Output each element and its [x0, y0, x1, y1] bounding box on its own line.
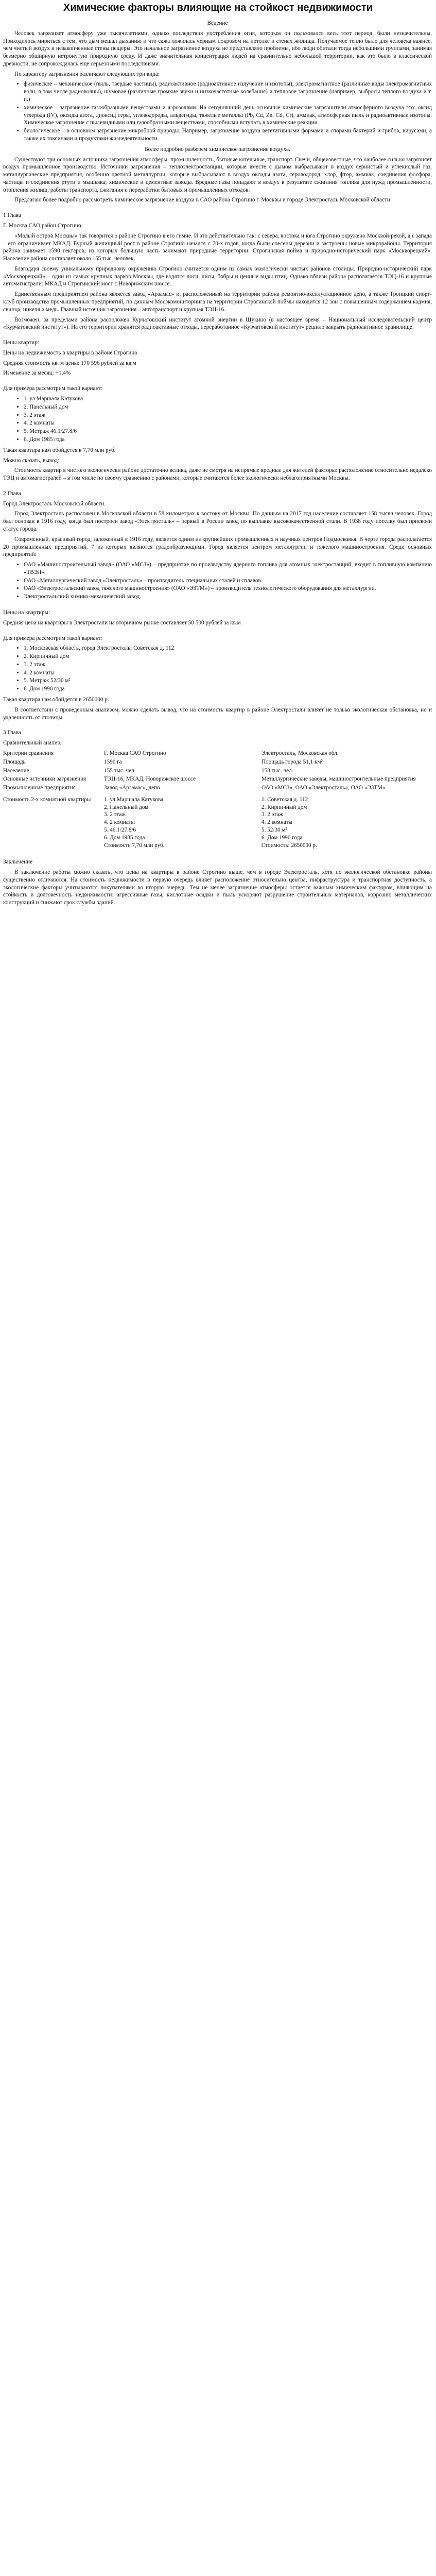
- chapter-1-conclusion: Стоимость квартир в чистого экологически районе достаточно велика, даже не смотря на непрямые вредные для жителей факторы: расположение относительно недалеко ТЭЦ и автомагистралей – в том числе по своему сравнению с районами, которые считаются более экологически неблагоприятными Москвы.: [3, 467, 432, 482]
- chapter-1-subheading: Г. Москва САО район Строгино.: [3, 222, 83, 229]
- prices-heading: Цены квартир:: [3, 340, 39, 346]
- list-item: 2. Панельный дом: [104, 804, 149, 810]
- list-item: • 2. Панельный дом: [24, 403, 432, 411]
- sources-paragraph: Предлагаю более подробно рассмотреть химическое загрязнение воздуха в САО района Строгино г. Москвы и городе Электросталь Московской области: [14, 197, 390, 204]
- example-total: Такая квартира нам обойдется в 7,70 млн руб.: [3, 447, 116, 453]
- list-item: 6. Дом 1985 года: [104, 834, 145, 841]
- chapter-1-paragraph: Возможен, за пределами района расположен Курчатовский институт атомной энергии в Щукино (в настоящее время – Национальный исследовательский центр «Курчатовский институт»). На его территории хранятся радиоактивные отходы, переработанное «Курчатовский институт» решило закрыть радиоактивное хранилище.: [3, 316, 432, 331]
- list-item: • 5. Метраж 46.1/27.8/6: [24, 428, 432, 435]
- list-item: • 5. Метраж 52/30 м²: [24, 677, 432, 685]
- list-item: • 6. Дом 1985 года: [24, 436, 432, 444]
- list-item: • 4. 2 комнаты: [24, 669, 432, 677]
- list-item: 1. ул Маршала Катукова: [104, 796, 164, 803]
- list-item: • химическое – загрязнение газообразными веществами и аэрозолями. На сегодняшний день основные химические загрязнители атмосферного воздуха это: оксид углерода (IV), оксиды азота, диоксид серы, углеводороды, альдегиды, тяжелые металлы (Pb, Cu, Zn, Cd, Cr), аммиак, атмосферная пыль и радиоактивные изотопы. Химическое загрязнение с пылевидными или газообразными веществами, способными вступать в химические реакции: [24, 104, 432, 127]
- table-cell: Площадь города 51,1 км²: [261, 758, 323, 765]
- list-item: • ОАО «Машиностроительный завод» (ОАО «МСЗ») – предприятие по производству ядерного топлива для атомных электростанций, входит в топливную компанию «ТВЭЛ».: [24, 561, 432, 577]
- chapter-2-paragraph: Современный, красивый город, заложенный в 1916 году, является одним из крупнейших промышленных и научных центров Подмосковья. В черте города располагается 20 промышленных предприятий, 7 из которых являются градообразующими. Город является центром металлургии и тяжелого машиностроения. Среди основных предприятий:: [3, 536, 432, 558]
- list-item: 4. 2 комнаты: [261, 819, 292, 826]
- list-item: • 1. Московская область, город Электросталь; Советская д. 112: [24, 645, 432, 652]
- table-cell: [261, 796, 320, 850]
- table-cell: 1590 га: [104, 758, 122, 765]
- table-cell: Металлургические заводы, машиностроительные предприятия: [261, 776, 416, 783]
- chapter-1-paragraph: Единственным предприятием района является завод «Арзамас» и, расположенный на территории района ремонтно-эксплуатационное депо, а также Троицкий спорт-клуб производства промышленных предприятий, по данным Мосэкомониторинга на территории Строгинской поймы находится 12 зон с повышенным содержанием кадмия, свинца, никеля и медь. Главный источник загрязнения – автотранспорт и крупная ТЭЦ-16.: [3, 291, 432, 313]
- chapter-2-subheading: Город Электросталь Московской области.: [3, 500, 106, 507]
- chapter-1-paragraph: Благодаря своему уникальному природному окружению Строгино считается одним из самых экологически чистых районов столицы. Природно-исторический парк «Москворецкий» – один из самых крупных парков Москвы, где водятся лоси, лисы, бобры и ценные виды птиц. Однако вблизи района располагается ТЭЦ-16 и крупные автомагистрали: МКАД и Строгинский мост с Новорижским шоссе.: [3, 265, 432, 287]
- prices-change: Изменение за месяц: +1,4%: [3, 370, 71, 377]
- list-item: • 4. 2 комнаты: [24, 419, 432, 427]
- example-total: Такая квартира нам обойдется в 2650000 р.: [3, 697, 109, 703]
- intro-paragraph: Человек загрязняет атмосферу уже тысячелетиями, однако последствия употребления огня, которым он пользовался весь этот период, были незначительны. Приходилось мириться с тем, что дым мешал дыханию и что сажа ложилась черным покровом на потолке и стенах жилища. Получаемое тепло было для человека важнее, чем чистый воздух и незакопченные стены пещеры. Это начальное загрязнение воздуха не представляло проблемы, ибо люди обитали тогда небольшими группами, занимая безмерно обширную нетронутую природную среду. И даже значительная концентрация людей на сравнительно небольшой территории, как это было в классической древности, не сопровождалась еще серьезными последствиями.: [3, 30, 432, 67]
- chapter-2-heading: 2 Глава: [3, 490, 21, 497]
- sources-paragraph: Существуют три основных источника загрязнения атмосферы: промышленность, бытовые котельные, транспорт. Свечи, общеизвестные, что наиболее сильно загрязняет воздух промышленное производство. Источники загрязнения – теплоэлектростанции, которые вместе с дымом выбрасывают в воздух сернистый и углекислый газ; металлургические предприятия, особенно цветной металлургии, которые выбрасывают в воздух оксиды азота, сероводород, хлор, фтор, аммиак, соединения фосфора, частицы и соединения ртути и мышьяка; химические и цементные заводы. Вредные газы попадают в воздух в результате сжигания топлива для нужд промышленности, отопления жилищ, работы транспорта, сжигания и переработки бытовых и промышленных отходов.: [3, 156, 432, 193]
- table-row: [3, 775, 419, 784]
- list-item: 3. 2 этаж: [261, 811, 284, 818]
- table-row: [3, 796, 320, 850]
- example-list: [3, 645, 432, 693]
- list-item: 3. 2 этаж: [104, 811, 126, 818]
- prices-intro: Цены на недвижимость в квартиры в районе Строгино: [3, 349, 137, 356]
- chapter-1-paragraph: «Малый остров Москвы» так говорится о районе Строгино в его гимне. И это действительно так: с севера, востока и юга Строгино окружено Москвой-рекой, а с запада – его ограничивает МКАД. Бурный жилищный рост в районе Строгино начался с 70-х годов, когда были снесены деревни и застроены новые микрорайоны. Территория района занимает 1590 гектаров, из которых большую часть занимают природные территории: Строгинская пойма и природно-исторический парк «Москворецкий». Население района составляет около 155 тыс. человек.: [3, 232, 432, 262]
- table-cell: Г. Москва САО Строгино: [104, 750, 166, 756]
- list-item: 5. 46.1/27.8/6: [104, 826, 136, 833]
- list-item: 4. 2 комнаты: [104, 819, 135, 826]
- document-title: Химические факторы влияющие на стойкост недвижимости: [63, 2, 373, 13]
- prices-intro-2: Средняя стоимость кв. м цены: 170 596 рублей за кв.м: [3, 360, 136, 366]
- table-cell: Основные источники загрязнения: [3, 776, 86, 783]
- intro-paragraph: По характеру загрязнения различают следующих три вида:: [14, 71, 160, 77]
- final-paragraph: В заключение работы можно сказать, что цены на квартиры в районе Строгино выше, чем в городе Электросталь, хотя по экологической обстановке районы существенно отличаются. На стоимость недвижимости в первую очередь влияет расположение относительно центра, инфраструктура и транспортная доступность, а экологические факторы учитываются покупателями во вторую очередь. Тем не менее загрязнение атмосферы остается важным химическим фактором, влияющим на стойкость и долговечность недвижимости: агрессивные газы, кислотные осадки и пыль ускоряют разрушение строительных материалов, коррозию металлических конструкций и снижают срок службы зданий.: [3, 869, 432, 906]
- table-cell: Население: [3, 767, 29, 774]
- table-row: [3, 758, 419, 767]
- document-body: [3, 20, 432, 909]
- table-cell: Критерии сравнения: [3, 750, 54, 756]
- list-item: • Электростальский химико-механический завод.: [24, 593, 432, 601]
- intro-heading: Ведение: [207, 20, 228, 26]
- example-list: [3, 395, 432, 444]
- list-item: 2. Кирпичный дом: [261, 804, 307, 810]
- table-cell: Завод «Арзамас», депо: [104, 785, 160, 791]
- enterprises-list: [3, 561, 432, 601]
- table-cell: 158 тыс. чел.: [261, 767, 293, 774]
- conclusion-label: Можно сказать, вывод:: [3, 457, 60, 464]
- list-item: • ОАО «Электростальский завод тяжелого машиностроения» (ОАО «ЭЗТМ») – производитель технологического оборудования для металлургии.: [24, 585, 432, 592]
- example-heading: Для примера рассмотрим такой вариант:: [3, 385, 103, 392]
- example-heading: Для примера рассмотрим такой вариант:: [3, 635, 103, 641]
- prices-heading: Цены на квартиры:: [3, 609, 50, 616]
- sources-heading: Более подробно разберем химическое загрязнение воздуха.: [145, 146, 290, 152]
- chapter-3-heading: 3 Глава: [3, 730, 21, 736]
- list-item: • 2. Кирпичный дом: [24, 653, 432, 660]
- chapter-1-heading: 1 Глава: [3, 212, 21, 219]
- list-item: • 3. 2 этаж: [24, 661, 432, 669]
- table-row: [3, 767, 419, 776]
- list-item: 1. Советская д. 112: [261, 796, 308, 803]
- prices-intro: Средняя цена на квартиры в Электростали на вторичном рынке составляет 50 500 рублей за кв.м: [3, 619, 241, 626]
- list-item: • 1. ул Маршала Катукова: [24, 395, 432, 403]
- table-cell: Электросталь, Московская обл.: [261, 750, 339, 756]
- table-cell: Промышленные предприятия: [3, 785, 76, 791]
- table-row: [3, 750, 419, 758]
- table-cell: Площадь: [3, 758, 26, 765]
- table-cell: 155 тыс. чел.: [104, 767, 136, 774]
- table-cell: ОАО «МСЗ», ОАО «Электросталь», ОАО «ЭЗТМ»: [261, 785, 386, 791]
- chapter-2-paragraph: Город Электросталь расположен в Московской области в 58 километрах к востоку от Москвы. По данным на 2017 год население составляет 158 тысяч человек. Город был основан в 1916 году, когда был построен завод «Электросталь» – первый в России завод по выплавке высококачественной стали. В 1938 году поселку был присвоен статус города.: [3, 511, 432, 532]
- list-item: • 3. 2 этаж: [24, 412, 432, 419]
- list-item: • ОАО «Металлургический завод «Электросталь» – производитель специальных сталей и сплавов.: [24, 577, 432, 585]
- list-item: 5. 52/30 м²: [261, 826, 287, 833]
- table-row: [3, 784, 419, 793]
- chapter-2-conclusion: В соответствии с проведенным анализом, можно сделать вывод, что на стоимость квартир в районе Электростали влияет не только экологическая обстановка, но и удаленность от столицы.: [3, 706, 432, 721]
- list-item: • биологическое – в основном загрязнение микробной природы. Например, загрязнение воздуха вегетативными формами и спорами бактерий и грибов, вирусами, а также их токсинами и продуктами жизнедеятельности.: [24, 127, 432, 143]
- comparison-table: [3, 750, 419, 793]
- table-cell: Стоимость 2-х комнатной квартиры: [3, 796, 91, 803]
- list-item: • 6. Дом 1990 года: [24, 685, 432, 693]
- table-cell: [104, 796, 261, 850]
- list-item: • физическое – механическое (пыль, твердые частицы), радиоактивное (радиоактивное излучение и изотопы), электромагнитное (различные виды электромагнитных волн, в том числе радиоволны), шумовое (различные громкие звуки и низкочастотные колебания) и тепловое загрязнение (например, выбросы теплого воздуха и т. п.): [24, 80, 432, 103]
- cost-total: Стоимость: 2650000 р.: [261, 842, 317, 849]
- table-cell: ТЭЦ-16, МКАД, Новорижское шоссе: [104, 776, 196, 783]
- chapter-3-subheading: Сравнительный анализ.: [3, 740, 61, 747]
- cost-total: Стоимость 7,70 млн руб.: [104, 842, 165, 849]
- final-heading: Заключение: [3, 859, 33, 866]
- list-item: 6. Дом 1990 года: [261, 834, 303, 841]
- cost-table: [3, 796, 320, 850]
- pollution-types-list: [3, 80, 432, 142]
